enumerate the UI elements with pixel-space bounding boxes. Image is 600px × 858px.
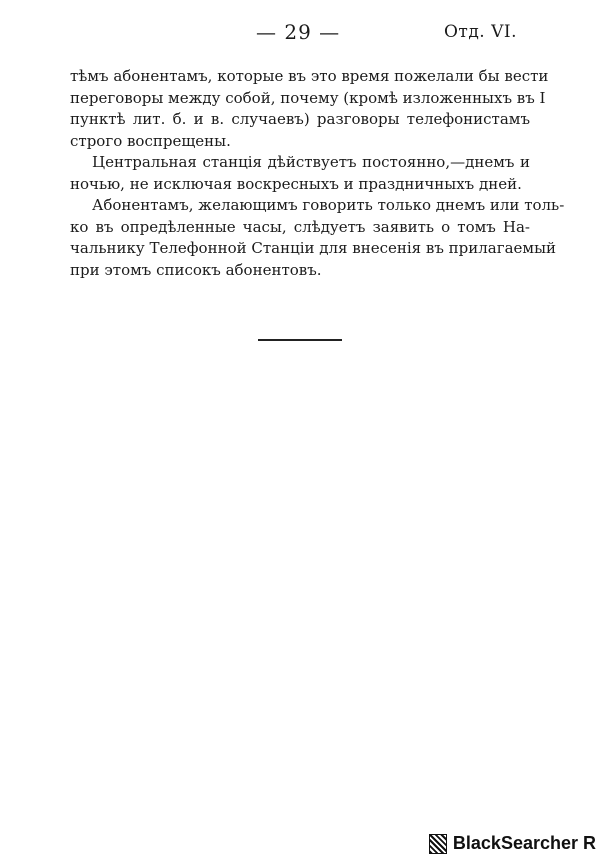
text-line: строго воспрещены. [70,131,231,150]
text-line: ко въ опредѣленные часы, слѣдуетъ заявить о томъ На- [70,217,530,236]
text-line: при этомъ списокъ абонентовъ. [70,260,322,279]
watermark [429,833,596,854]
text-line: переговоры между собой, почему (кромѣ изложенныхъ въ I [70,88,546,107]
body-text [70,66,565,281]
watermark-text: BlackSearcher R [452,833,596,853]
section-label: Отд. VI. [444,22,518,42]
section-divider [258,339,342,341]
text-line: пунктѣ лит. б. и в. случаевъ) разговоры телефонистамъ [70,110,530,128]
paragraph [70,66,549,152]
text-line: Абонентамъ, желающимъ говорить только днемъ или толь- [92,196,565,214]
stamp-icon [429,834,447,854]
text-line: Центральная станція дѣйствуетъ постоянно,—днемъ и [92,153,530,171]
text-line: чальнику Телефонной Станціи для внесенія въ прилагаемый [70,239,557,257]
text-line: ночью, не исключая воскресныхъ и праздничныхъ дней. [70,174,522,193]
page-number: — 29 — [256,20,341,44]
text-line: тѣмъ абонентамъ, которые въ это время пожелали бы вести [70,67,549,85]
paragraph [70,195,565,281]
paragraph [70,152,530,195]
